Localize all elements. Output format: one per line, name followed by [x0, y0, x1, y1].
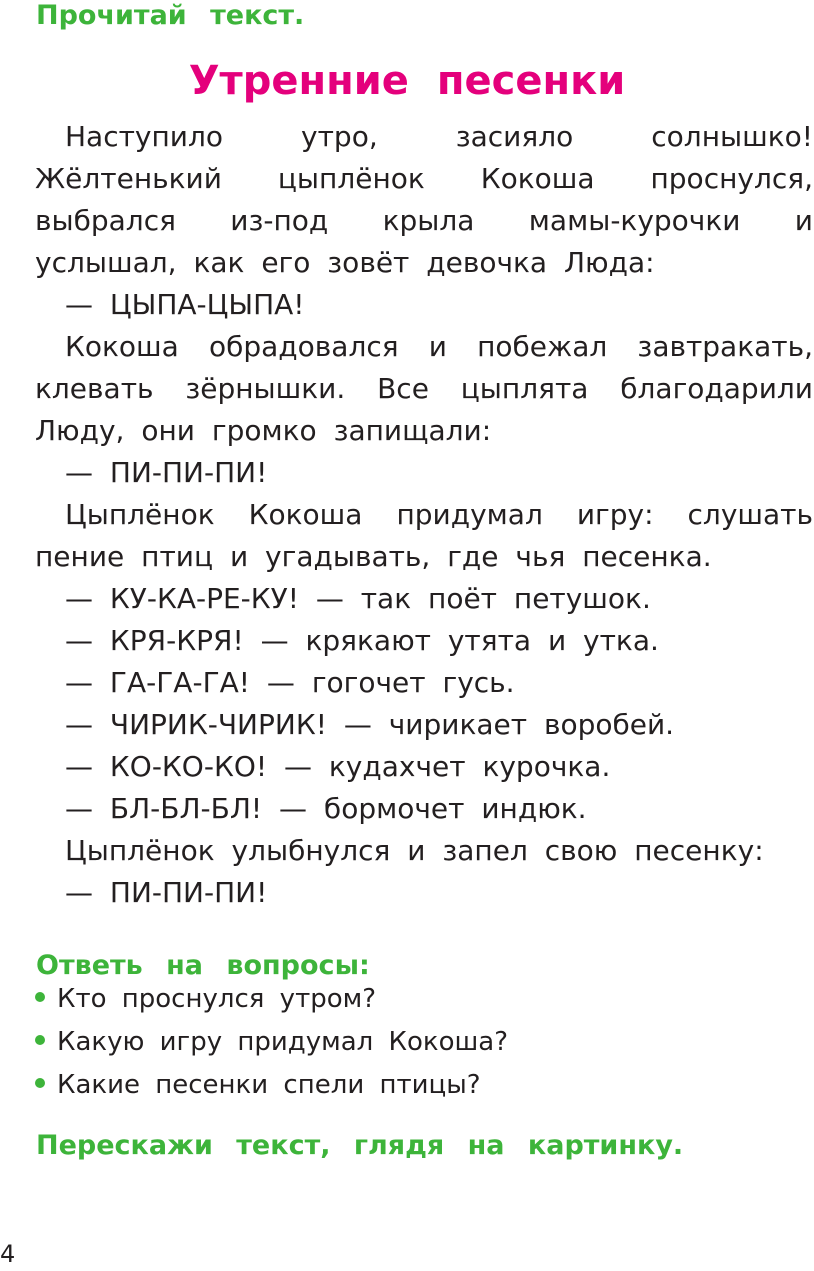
story-line: — ЧИРИК-ЧИРИК! — чирикает воробей. — [65, 708, 675, 741]
story-line: — ЦЫПА-ЦЫПА! — [65, 288, 305, 321]
question-text: Кто проснулся утром? — [57, 984, 377, 1014]
story-line: — БЛ-БЛ-БЛ! — бормочет индюк. — [65, 792, 587, 825]
story-paragraph: Кокоша обрадовался и побежал завтракать, клевать зёрнышки. Все цыплята благодарили Люду, они громко запищали: — [35, 330, 813, 447]
story-line: — КО-КО-КО! — кудахчет курочка. — [65, 750, 611, 783]
story-line: — ПИ-ПИ-ПИ! — [65, 876, 268, 909]
question-list — [35, 978, 795, 1107]
instruction-retell: Перескажи текст, глядя на картинку. — [36, 1130, 684, 1161]
bullet-icon — [35, 992, 45, 1002]
page-number: 4 — [0, 1240, 16, 1268]
bullet-icon — [35, 1035, 45, 1045]
question-item — [35, 1021, 795, 1064]
story-title: Утренние песенки — [188, 58, 626, 104]
story-paragraph: Цыплёнок Кокоша придумал игру: слушать пение птиц и угадывать, где чья песенка. — [35, 498, 813, 573]
story-paragraph: Наступило утро, засияло солнышко! Жёлтенький цыплёнок Кокоша проснулся, выбрался из-под крыла мамы-курочки и услышал, как его зовёт девочка Люда: — [35, 120, 813, 279]
story-text — [35, 116, 813, 914]
question-text: Какую игру придумал Кокоша? — [57, 1027, 509, 1057]
story-line: — КРЯ-КРЯ! — крякают утята и утка. — [65, 624, 659, 657]
instruction-answer: Ответь на вопросы: — [36, 950, 370, 981]
story-line: — ГА-ГА-ГА! — гогочет гусь. — [65, 666, 515, 699]
story-paragraph: Цыплёнок улыбнулся и запел свою песенку: — [65, 834, 764, 867]
instruction-read: Прочитай текст. — [36, 0, 305, 31]
question-text: Какие песенки спели птицы? — [57, 1070, 481, 1100]
question-item — [35, 1064, 795, 1107]
bullet-icon — [35, 1078, 45, 1088]
story-line: — ПИ-ПИ-ПИ! — [65, 456, 268, 489]
story-line: — КУ-КА-РЕ-КУ! — так поёт петушок. — [65, 582, 651, 615]
question-item — [35, 978, 795, 1021]
